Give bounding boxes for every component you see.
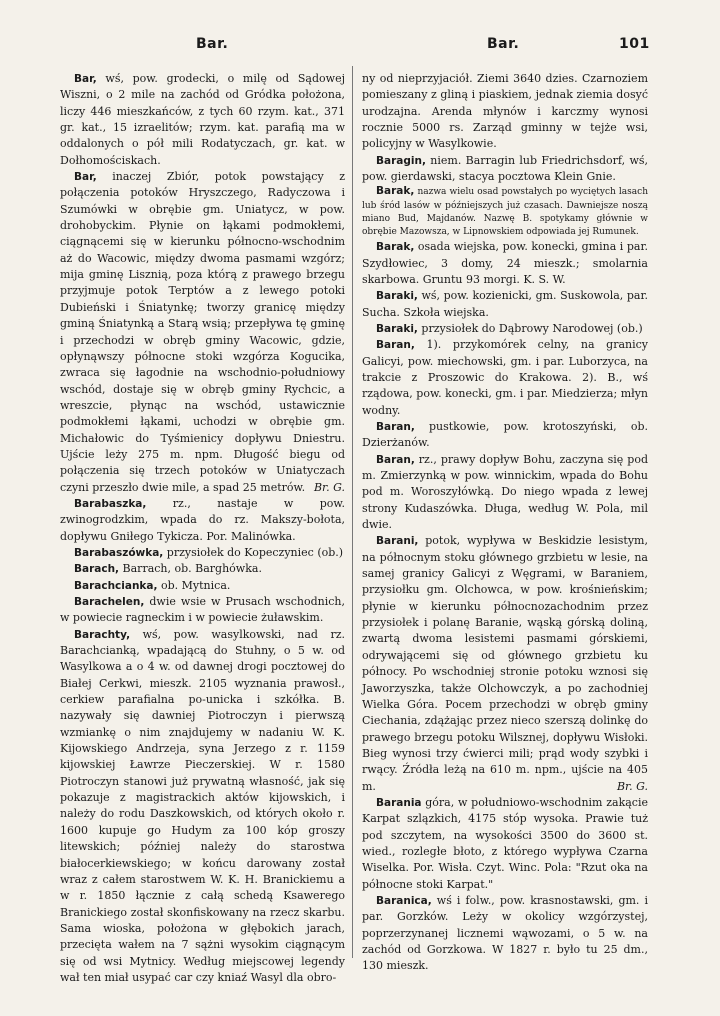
- dictionary-entry: [362, 893, 648, 975]
- dictionary-entry: [362, 419, 648, 452]
- dictionary-entry: [362, 153, 648, 186]
- entry-text: nazwa wielu osad powstałych po wyciętych lasach lub śród lasów w późniejszych już czasach. Dawniejsze noszą miano Bud, Majdanów. Nazwę B. spotykamy głównie w obrębie Mazowsza, w Lipnowskiem odpowiada jej Rumunek.: [362, 187, 648, 238]
- entry-headword: Barachcianka,: [74, 579, 158, 592]
- entry-text: Barrach, ob. Barghówka.: [119, 562, 262, 576]
- entry-headword: Baranica,: [376, 894, 432, 907]
- entry-headword: Barak,: [376, 185, 415, 198]
- dictionary-entry: [60, 71, 345, 169]
- entry-text: rz., nastaje w pow. zwinogrodzkim, wpada do rz. Makszy-bołota, dopływu Gniłego Tykicza. Por. Malinówka.: [60, 496, 345, 543]
- entry-headword: Barania: [376, 796, 422, 809]
- page-number: 101: [619, 36, 650, 52]
- entry-headword: Baraki,: [376, 290, 418, 303]
- dictionary-entry: [362, 337, 648, 419]
- dictionary-entry: [362, 239, 648, 288]
- dictionary-entry: [60, 561, 345, 577]
- entry-text: rz., prawy dopływ Bohu, zaczyna się pod m. Zmierzynką w pow. winnickim, wpada do Bohu pod m. Woroszyłówką. Do niego wpada z lewej strony Kudaszówka. Długa, według W. Pola, mil dwie.: [362, 452, 648, 532]
- dictionary-entry: [60, 627, 345, 987]
- dictionary-entry: [362, 533, 648, 795]
- entry-text: niem. Barragin lub Friedrichsdorf, wś, pow. gierdawski, stacya pocztowa Klein Gnie.: [362, 153, 648, 184]
- entry-text: potok, wypływa w Beskidzie lesistym, na północnym stoku głównego grzbietu w lesie, na samej granicy Galicyi z Węgrami, w Baraniem, przysiołku gm. Olchowca, w pow. krośnieńskim; płynie w kierunku północnozachodnim przez przysiołek i polanę Baranie, wąską górską doliną, zwartą dwoma lesistemi pasmami górskiemi, odrywającemi się od głównego grzbietu ku północy. Po wschodniej stronie potoku wznosi się Jaworzyszka, także Olchowczyk, a po zachodniej Wielka Góra. Pocem przechodzi w obręb gminy Ciechania, zdążając przez nieco szerszą dolinkę do prawego brzegu potoku Wilsznej, dopływu Wisłoki. Bieg wynosi trzy ćwierci mili; prąd wody szybki i rwący. Źródła leżą na 610 m. npm., ujście na 405 m.: [362, 534, 648, 793]
- entry-headword: Barani,: [376, 535, 419, 548]
- entry-text: osada wiejska, pow. konecki, gmina i par. Szydłowiec, 3 domy, 24 mieszk.; smolarnia skarbowa. Gruntu 93 morgi. K. S. W.: [362, 240, 648, 286]
- entry-headword: Barachelen,: [74, 596, 145, 608]
- dictionary-entry: [60, 169, 345, 496]
- dictionary-entry: [60, 578, 345, 594]
- entry-text: 1). przykomórek celny, na granicy Galicyi, pow. miechowski, gm. i par. Luborzyca, na trakcie z Proszowic do Krakowa. 2). B., wś rządowa, pow. konecki, gm. i par. Miedzierza; młyn wodny.: [362, 338, 648, 417]
- running-head-left: Bar.: [196, 36, 229, 52]
- entry-headword: Bar,: [74, 171, 97, 184]
- entry-text: wś, pow. kozienicki, gm. Suskowola, par. Sucha. Szkoła wiejska.: [362, 289, 648, 319]
- entry-text: ob. Mytnica.: [157, 578, 231, 592]
- dictionary-entry: [60, 594, 345, 627]
- entry-headword: Baraki,: [376, 322, 418, 335]
- column-divider: [352, 66, 353, 958]
- entry-headword: Barach,: [74, 563, 120, 576]
- entry-text: inaczej Zbiór, potok powstający z połączenia potoków Hryszczego, Radyczowa i Szumówki w obrębie gm. Uniatycz, w pow. drohobyckim. Płynie on łąkami podmokłemi, ciągnącemi się w kierunku północno-wschodnim aż do Wacowic, między dwoma pasmami wzgórz; mija gminę Lisznią, poza którą z prawego brzegu przyjmuje potok Terptów a z lewego potoki Dubieński i Śniatynkę; tworzy granicę między gminą Śniatynką a Starą wsią; przepływa tę gminę i przechodzi w obręb gminy Wacowic, gdzie, opłynąwszy północne stoki wzgórza Kogucika, zwraca się łagodnie na wschodnio-południowy wschód, dostaje się w obręb gminy Rychcic, a wreszcie, płynąc na wschód, ustawicznie podmokłemi łąkami, uchodzi w obrębie gm. Michałowic do Tyśmienicy dopływu Dniestru. Ujście leży 275 m. npm. Długość biegu od połączenia się trzech potoków w Uniatyczach czyni przeszło dwie mile, a spad 25 metrów.: [60, 170, 345, 494]
- dictionary-entry: [362, 795, 648, 893]
- entry-text: wś i folw., pow. krasnostawski, gm. i par. Gorzków. Leży w okolicy wzgórzystej, poprzerzynanej licznemi wąwozami, o 5 w. na zachód od Gorzkowa. W 1827 r. było tu 25 dm., 130 mieszk.: [362, 893, 648, 973]
- entry-text: wś, pow. grodecki, o milę od Sądowej Wiszni, o 2 mile na zachód od Gródka położona, liczy 446 mieszkańców, z tych 60 rzym. kat., 371 gr. kat., 15 izraelitów; rzym. kat. parafią ma w oddalonych o pół mili Rodatyczach, gr. kat. w Dołhomościskach.: [60, 72, 345, 167]
- entry-headword: Bar,: [74, 73, 97, 85]
- entry-text: góra, w południowo-wschodnim zakącie Karpat szlązkich, 4175 stóp wysoka. Prawie tuż pod szczytem, na wysokości 3500 do 3600 st. wied., rozległe błoto, z którego wypływa Czarna Wiselka. Por. Wisła. Czyt. Winc. Pola: "Rzut oka na północne stoki Karpat.": [362, 795, 648, 891]
- entry-text: pustkowie, pow. krotoszyński, ob. Dzierżanów.: [362, 420, 648, 450]
- entry-headword: Barak,: [376, 241, 415, 254]
- dictionary-entry: [362, 452, 648, 534]
- entry-headword: Barabaszówka,: [74, 546, 164, 559]
- entry-headword: Barabaszka,: [74, 497, 147, 510]
- dictionary-entry: [60, 545, 345, 561]
- author-signature: Br. G.: [616, 779, 648, 793]
- left-column: [60, 71, 345, 986]
- dictionary-entry: [362, 288, 648, 321]
- entry-headword: Baran,: [376, 339, 415, 352]
- entry-text: ny od nieprzyjaciół. Ziemi 3640 dzies. Czarnoziem pomieszany z gliną i piaskiem, jednak ziemia dosyć urodzajna. Arenda młynów i karczmy wynosi rocznie 5000 rs. Zarząd gminny w tejże wsi, policyjny w Wasylkowie.: [362, 72, 648, 151]
- right-column: [362, 71, 648, 975]
- entry-headword: Barachty,: [74, 628, 131, 641]
- entry-text: dwie wsie w Prusach wschodnich, w powiecie ragneckim i w powiecie żuławskim.: [60, 595, 345, 625]
- entry-text: wś, pow. wasylkowski, nad rz. Barachcianką, wpadającą do Stuhny, o 5 w. od Wasylkowa a o 4 w. od dawnej drogi pocztowej do Białej Cerkwi, mieszk. 2105 wyznania prawosł., cerkiew parafialna po-unicka i szkółka. B. nazywały się dawniej Piotroczyn i pierwszą wzmiankę o nim znajdujemy w nadaniu W. K. Kijowskiego Andrzeja, syna Jerzego z r. 1159 kijowskiej Ławrze Pieczerskiej. W r. 1580 Piotroczyn stanowi już prywatną własność, jak się pokazuje z magistrackich aktów kijowskich, i należy do rodu Daszkowskich, od których około r. 1600 kupuje go Hudym za 100 kóp groszy litewskich; później należy do starostwa białocerkiewskiego; w końcu darowany został wraz z całem starostwem W. K. H. Branickiemu a w r. 1850 łącznie z całą schedą Ksawerego Branickiego został skonfiskowany na rzecz skarbu. Sama wioska, położona w głębokich jarach, przecięta wałem na 7 sążni wysokim ciągnącym się od wsi Mytnicy. Według miejscowej legendy wał ten miał usypać car czy kniaź Wasyl dla obro-: [60, 627, 345, 984]
- entry-headword: Baragin,: [376, 154, 426, 167]
- running-head-center: Bar.: [487, 36, 520, 52]
- entry-text: przysiołek do Dąbrowy Narodowej (ob.): [417, 321, 643, 335]
- dictionary-entry: [362, 321, 648, 337]
- dictionary-entry: [60, 496, 345, 545]
- entry-headword: Baran,: [376, 453, 415, 466]
- dictionary-entry: [362, 71, 648, 153]
- dictionary-entry: [362, 185, 648, 239]
- entry-text: przysiołek do Kopeczyniec (ob.): [163, 545, 344, 559]
- author-signature: Br. G.: [313, 480, 345, 494]
- entry-headword: Baran,: [376, 421, 415, 433]
